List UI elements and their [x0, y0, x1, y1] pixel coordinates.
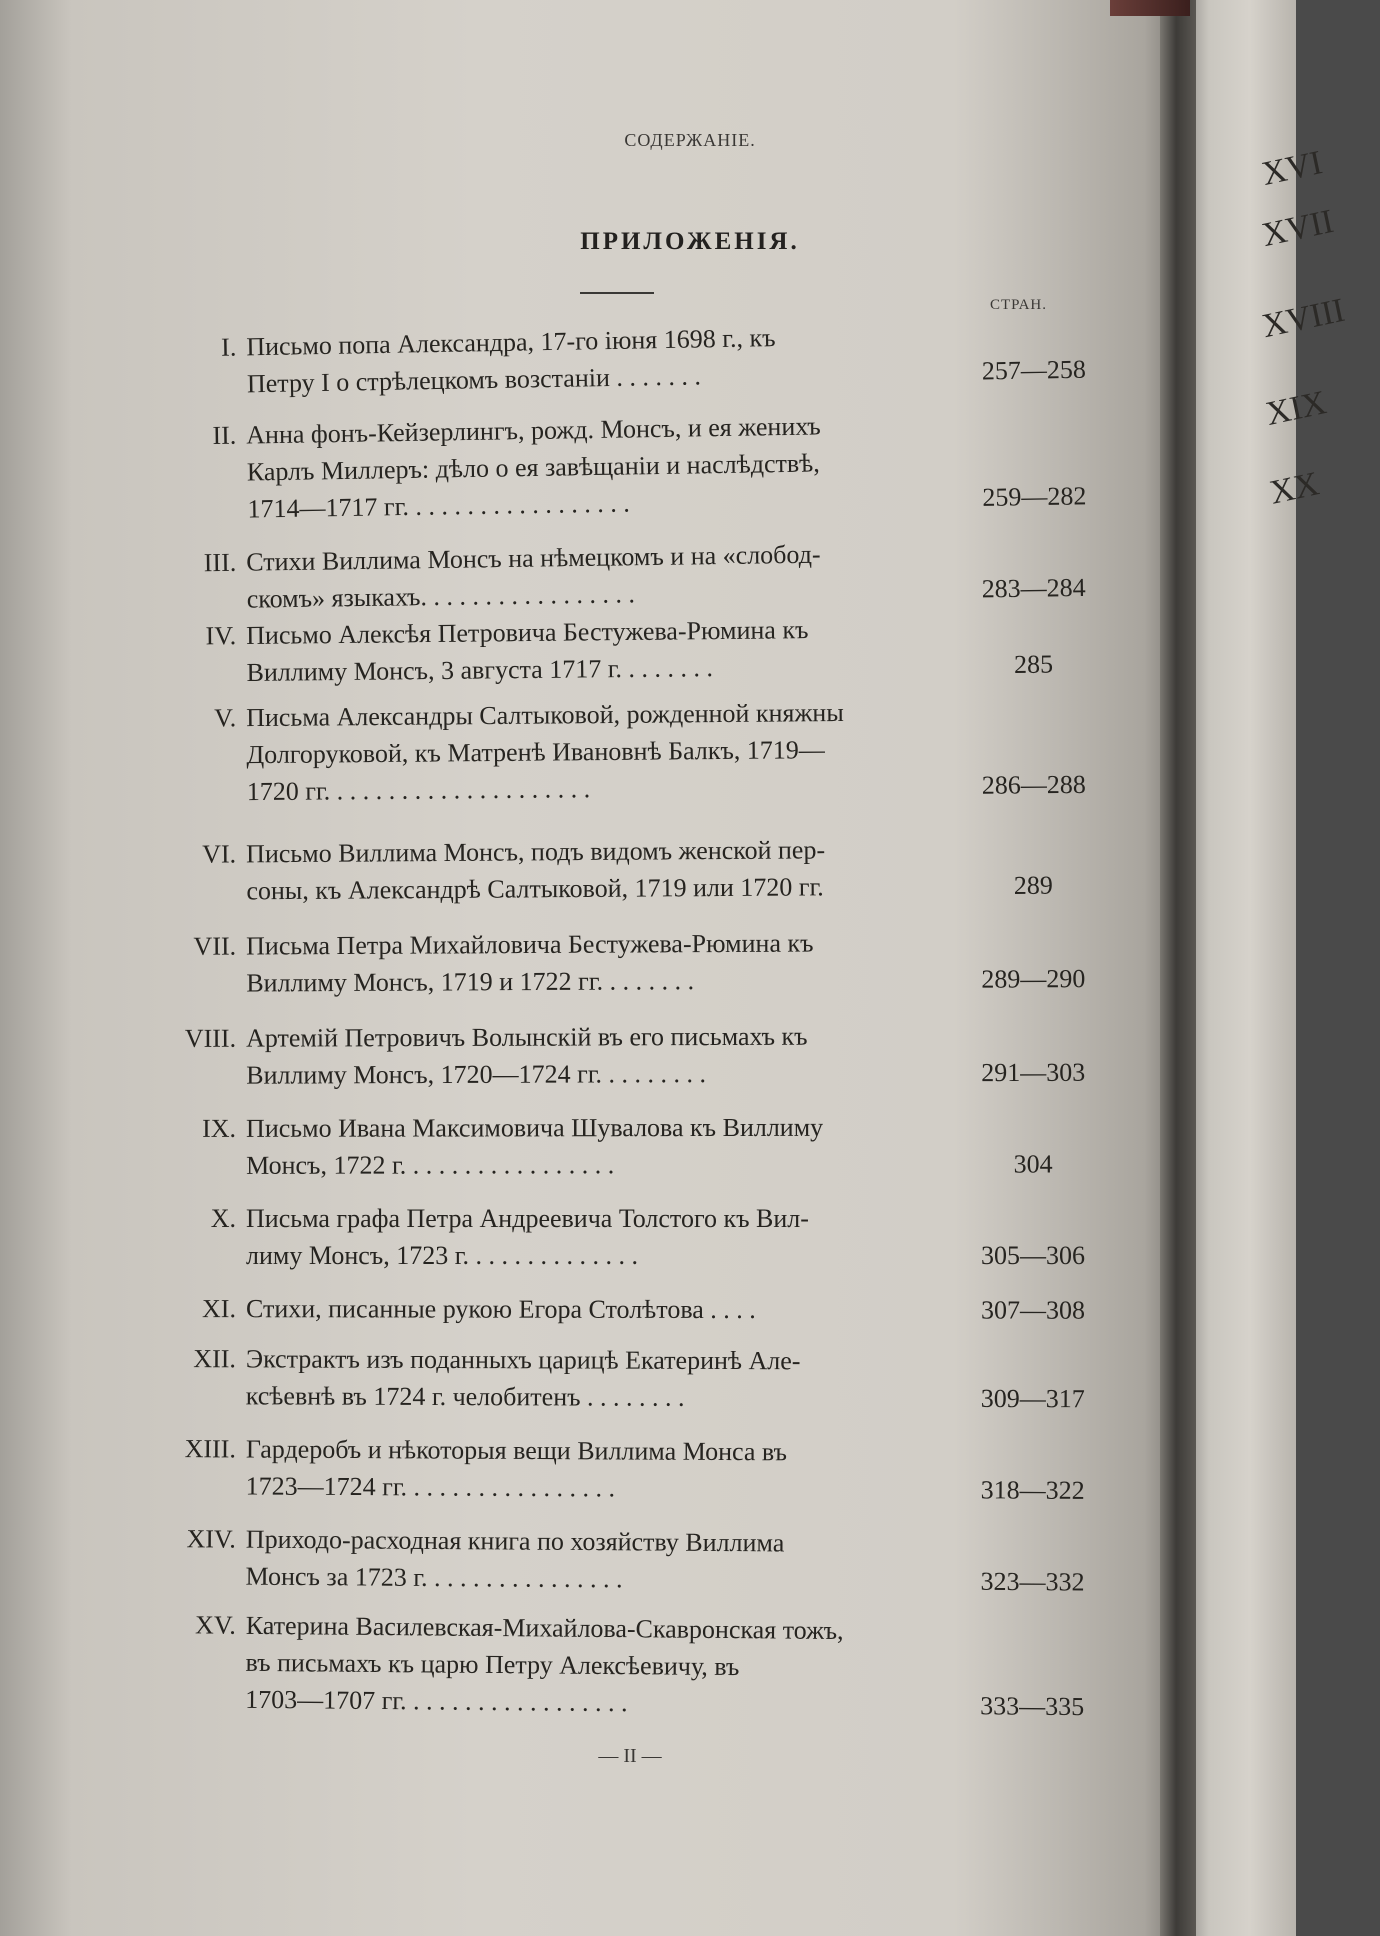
entry-number: X. [210, 1204, 236, 1233]
entry-title-line: Приходо-расходная книга по хозяйству Виллима [245, 1524, 785, 1558]
entry-number: XII. [193, 1344, 236, 1374]
running-head: СОДЕРЖАНІЕ. [624, 130, 756, 150]
entry-pages: 283—284 [981, 572, 1086, 604]
entry-title-line: лиму Монсъ, 1723 г. . . . . . . . . . . . . . [246, 1241, 638, 1270]
facing-page [1180, 0, 1296, 1936]
entry-pages: 323—332 [980, 1566, 1085, 1597]
entry-number: XI. [202, 1294, 236, 1324]
entry-title [246, 534, 947, 618]
entry-title-line: Письмо попа Александра, 17-го іюня 1698 г., къ [246, 323, 776, 362]
entry-title-line: Виллиму Монсъ, 1720—1724 гг. . . . . . . . . [246, 1059, 707, 1090]
entry-pages: 309—317 [980, 1383, 1085, 1414]
book-gutter [1160, 0, 1196, 1936]
entry-number: IV. [205, 621, 237, 651]
entry-title-line: ксѣевнѣ въ 1724 г. челобитенъ . . . . . . . . [245, 1381, 685, 1412]
entry-pages: 318—322 [980, 1475, 1085, 1505]
facing-page-edge-text: XX [1266, 465, 1323, 512]
entry-title-line: Стихи Виллима Монсъ на нѣмецкомъ и на «слобод- [246, 539, 821, 577]
entry-number: XV. [195, 1610, 236, 1640]
entry-title [246, 1340, 946, 1416]
entry-title-line: 1703—1707 гг. . . . . . . . . . . . . . . . . . [245, 1684, 628, 1718]
entry-title-line: скомъ» языкахъ. . . . . . . . . . . . . . . . . [246, 579, 636, 614]
entry-pages: 286—288 [981, 769, 1086, 800]
entry-title-line: Петру I о стрѣлецкомъ возстаніи . . . . . . . [246, 361, 702, 399]
entry-number: III. [203, 547, 237, 578]
entry-title [246, 405, 948, 527]
entry-title-line: 1723—1724 гг. . . . . . . . . . . . . . . . . [245, 1471, 616, 1503]
entry-title [245, 1521, 945, 1600]
entry-title-line: Письмо Алексѣя Петровича Бестужева-Рюмина къ [246, 615, 809, 650]
entry-pages: 285 [1013, 649, 1054, 679]
entry-title-line: Монсъ за 1723 г. . . . . . . . . . . . . . . . [245, 1561, 623, 1594]
entry-pages: 304 [1013, 1149, 1053, 1179]
entry-title-line: Карлъ Миллеръ: дѣло о ея завѣщаніи и наслѣдствѣ, [246, 448, 820, 487]
entry-title [246, 830, 946, 909]
entry-number: V. [214, 703, 237, 733]
entry-title-line: Стихи, писанные рукою Егора Столѣтова . . . . [245, 1294, 756, 1325]
entry-number: VI. [202, 839, 237, 869]
facing-page-edge-text: XVIII [1258, 291, 1348, 346]
entry-title [246, 1431, 946, 1509]
entry-title-line: Письма Петра Михайловича Бестужева-Рюмина къ [246, 928, 814, 961]
entry-title-line: Катерина Василевская-Михайлова-Скавронская тожъ, [245, 1610, 844, 1646]
entry-pages: 307—308 [980, 1295, 1085, 1325]
entry-title-line: Гардеробъ и нѣкоторыя вещи Виллима Монса въ [245, 1434, 788, 1467]
entry-title-line: 1720 гг. . . . . . . . . . . . . . . . . . . . . [246, 774, 591, 807]
entry-number: II. [212, 420, 237, 451]
entry-title-line: Артемій Петровичъ Волынскій въ его письмахъ къ [246, 1021, 808, 1053]
entry-title-line: Письмо Ивана Максимовича Шувалова къ Виллиму [246, 1112, 824, 1143]
book-binding [1110, 0, 1190, 16]
entry-title [246, 1200, 946, 1274]
entry-title [246, 1290, 946, 1328]
entry-title-line: Письма Александры Салтыковой, рожденной княжны [246, 697, 844, 733]
pages-column-header: СТРАН. [990, 297, 1048, 313]
entry-number: XIII. [184, 1434, 236, 1464]
entry-title-line: Письмо Виллима Монсъ, подъ видомъ женской пер- [246, 835, 826, 869]
facing-page-edge-text: XVII [1258, 202, 1337, 255]
entry-title-line: 1714—1717 гг. . . . . . . . . . . . . . . . . . [247, 488, 631, 524]
entry-number: XIV. [186, 1524, 236, 1554]
page-folio: — II — [598, 1745, 662, 1767]
entry-title-line: Монсъ, 1722 г. . . . . . . . . . . . . . . . . [246, 1150, 615, 1180]
entry-pages: 257—258 [981, 354, 1087, 386]
entry-pages: 291—303 [981, 1057, 1086, 1088]
entry-pages: 259—282 [982, 481, 1087, 512]
entry-title [246, 316, 947, 402]
entry-pages: 333—335 [980, 1691, 1085, 1722]
entry-title [246, 693, 947, 810]
facing-page-edge-text: XIX [1262, 384, 1330, 433]
entry-title-line: Письма графа Петра Андреевича Толстого къ Вил- [246, 1204, 809, 1233]
entry-title-line: Виллиму Монсъ, 3 августа 1717 г. . . . . . . . [246, 653, 714, 687]
entry-number: IX. [202, 1113, 237, 1143]
facing-page-edge-text: XVI [1258, 144, 1326, 193]
entry-number: VIII. [184, 1023, 237, 1053]
entry-pages: 289—290 [981, 964, 1086, 994]
entry-title [246, 924, 946, 1002]
entry-pages: 289 [1013, 870, 1053, 900]
entry-number: I. [220, 332, 237, 362]
entry-pages: 305—306 [981, 1241, 1085, 1270]
entry-title [245, 1607, 946, 1724]
entry-title-line: Виллиму Монсъ, 1719 и 1722 гг. . . . . . . . [246, 966, 695, 998]
entry-title-line: Анна фонъ-Кейзерлингъ, рожд. Монсъ, и ея женихъ [246, 411, 821, 450]
entry-title [246, 1017, 946, 1093]
entry-number: VII. [193, 931, 237, 961]
entry-title-line: соны, къ Александрѣ Салтыковой, 1719 или 1720 гг. [246, 872, 824, 906]
entry-title-line: Долгоруковой, къ Матренѣ Ивановнѣ Балкъ, 1719— [246, 735, 825, 770]
entry-title [246, 1109, 946, 1184]
entry-title [246, 610, 947, 691]
title-rule [580, 292, 654, 294]
entry-title-line: въ письмахъ къ царю Петру Алексѣевичу, въ [245, 1647, 740, 1682]
entry-title-line: Экстрактъ изъ поданныхъ царицѣ Екатеринѣ Але- [245, 1344, 801, 1376]
section-title: ПРИЛОЖЕНІЯ. [580, 228, 800, 255]
